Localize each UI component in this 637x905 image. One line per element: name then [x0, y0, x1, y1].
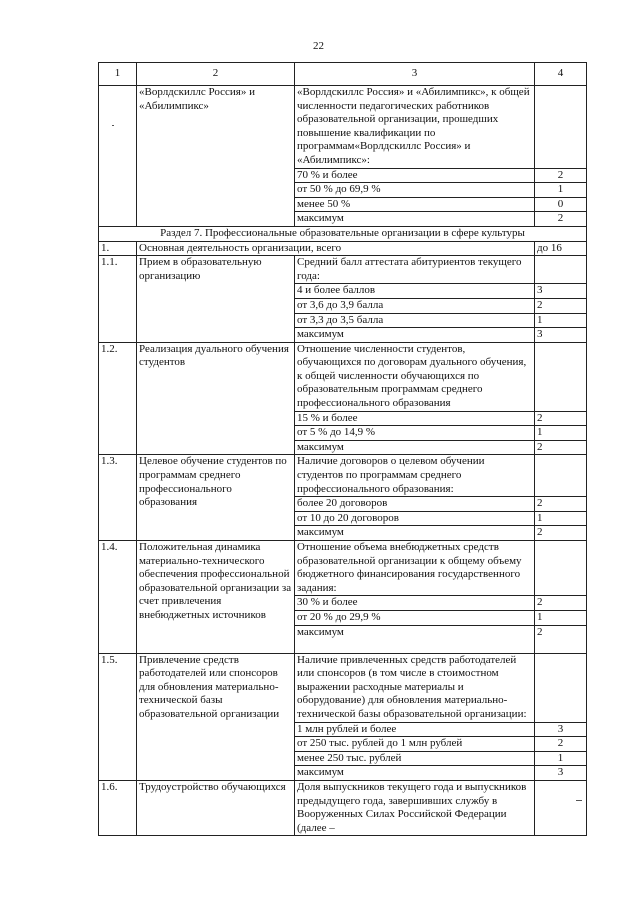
- table-header-row: [99, 63, 587, 86]
- section-title: Раздел 7. Профессиональные образовательные организации в сфере культуры: [99, 226, 587, 241]
- criterion-desc: «Ворлдскиллс Россия» и «Абилимпикс», к общей численности педагогических работников образовательной организации, прошедших повышение квалификации по программам«Ворлдскиллс Россия» и «Абилимпикс»:: [295, 86, 535, 169]
- score-cell: [535, 86, 587, 169]
- table-row: [99, 653, 587, 722]
- criterion-name: Целевое обучение студентов по программам среднего профессионального образования: [137, 455, 295, 541]
- criterion-name: Трудоустройство обучающихся: [137, 780, 295, 835]
- option-score: 2: [535, 168, 587, 183]
- option-text: от 5 % до 14,9 %: [295, 426, 535, 441]
- margin-mark: [112, 125, 114, 126]
- criterion-name: Основная деятельность организации, всего: [137, 241, 535, 256]
- num-cell: 1.2.: [99, 342, 137, 455]
- page-number: 22: [313, 40, 324, 52]
- option-score: 2: [535, 298, 587, 313]
- option-text: максимум: [295, 526, 535, 541]
- option-text: максимум: [295, 766, 535, 781]
- option-text: максимум: [295, 328, 535, 343]
- option-text: 1 млн рублей и более: [295, 722, 535, 737]
- table-row: [99, 455, 587, 497]
- option-text: 30 % и более: [295, 596, 535, 611]
- option-text: максимум: [295, 440, 535, 455]
- option-text: более 20 договоров: [295, 497, 535, 512]
- section-row: [99, 226, 587, 241]
- option-score: 2: [535, 526, 587, 541]
- criterion-desc: Наличие привлеченных средств работодателей или спонсоров (в том числе в стоимостном выражении расходные материалы и оборудование) для обновления материально-технической базы образовательной организации:: [295, 653, 535, 722]
- option-score: 2: [535, 596, 587, 611]
- option-score: 2: [535, 497, 587, 512]
- table-row: [99, 541, 587, 596]
- num-cell: 1.6.: [99, 780, 137, 835]
- criterion-desc: Наличие договоров о целевом обучении студентов по программам среднего профессионального образования:: [295, 455, 535, 497]
- score-cell: [535, 455, 587, 497]
- table-row: [99, 86, 587, 169]
- num-cell: [99, 86, 137, 227]
- table-row: [99, 342, 587, 411]
- option-text: менее 50 %: [295, 197, 535, 212]
- score-cell: [535, 541, 587, 596]
- criteria-table: [98, 62, 587, 836]
- option-text: от 3,6 до 3,9 балла: [295, 298, 535, 313]
- option-text: от 3,3 до 3,5 балла: [295, 313, 535, 328]
- criterion-desc: Отношение объема внебюджетных средств образовательной организации к общему объему бюджетного финансирования государственного задания:: [295, 541, 535, 596]
- option-score: 2: [535, 411, 587, 426]
- option-score: 1: [535, 426, 587, 441]
- option-score: 3: [535, 722, 587, 737]
- option-score: 2: [535, 212, 587, 227]
- score-cell: [535, 342, 587, 411]
- option-text: от 10 до 20 договоров: [295, 511, 535, 526]
- option-score: 3: [535, 766, 587, 781]
- option-score: 3: [535, 328, 587, 343]
- header-cell: 1: [99, 63, 137, 86]
- num-cell: 1.: [99, 241, 137, 256]
- option-text: 4 и более баллов: [295, 284, 535, 299]
- score-cell: [535, 256, 587, 284]
- criterion-desc: Доля выпускников текущего года и выпускников предыдущего года, завершивших службу в Вооруженных Силах Российской Федерации (далее –: [295, 780, 535, 835]
- option-score: 1: [535, 511, 587, 526]
- option-score: 1: [535, 610, 587, 625]
- score-cell: до 16: [535, 241, 587, 256]
- table-row: [99, 256, 587, 284]
- criterion-name: «Ворлдскиллс Россия» и «Абилимпикс»: [137, 86, 295, 227]
- header-cell: 2: [137, 63, 295, 86]
- header-cell: 3: [295, 63, 535, 86]
- option-text: от 250 тыс. рублей до 1 млн рублей: [295, 737, 535, 752]
- criterion-name: Прием в образовательную организацию: [137, 256, 295, 343]
- option-score: 1: [535, 313, 587, 328]
- option-text: максимум: [295, 212, 535, 227]
- option-score: 2: [535, 440, 587, 455]
- criterion-desc: Отношение численности студентов, обучающихся по договорам дуального обучения, к общей численности обучающихся по образовательным программам среднего профессионального образования: [295, 342, 535, 411]
- num-cell: 1.5.: [99, 653, 137, 780]
- criterion-name: Реализация дуального обучения студентов: [137, 342, 295, 455]
- option-text: от 20 % до 29,9 %: [295, 610, 535, 625]
- table-row: [99, 241, 587, 256]
- option-score: 1: [535, 751, 587, 766]
- option-score: 1: [535, 183, 587, 198]
- option-score: 0: [535, 197, 587, 212]
- num-cell: 1.3.: [99, 455, 137, 541]
- option-text: от 50 % до 69,9 %: [295, 183, 535, 198]
- criterion-name: Положительная динамика материально-технического обеспечения профессиональной образовательной организации за счет привлечения внебюджетных источников: [137, 541, 295, 654]
- num-cell: 1.4.: [99, 541, 137, 654]
- option-score: 2: [535, 625, 587, 653]
- option-text: 70 % и более: [295, 168, 535, 183]
- table-row: [99, 780, 587, 835]
- criterion-name: Привлечение средств работодателей или спонсоров для обновления материально-технической базы образовательной организации: [137, 653, 295, 780]
- option-score: 3: [535, 284, 587, 299]
- header-cell: 4: [535, 63, 587, 86]
- criterion-desc: Средний балл аттестата абитуриентов текущего года:: [295, 256, 535, 284]
- option-text: максимум: [295, 625, 535, 653]
- num-cell: 1.1.: [99, 256, 137, 343]
- score-cell: [535, 653, 587, 722]
- option-text: менее 250 тыс. рублей: [295, 751, 535, 766]
- score-cell: [535, 780, 587, 835]
- option-score: 2: [535, 737, 587, 752]
- option-text: 15 % и более: [295, 411, 535, 426]
- margin-mark: [576, 800, 582, 801]
